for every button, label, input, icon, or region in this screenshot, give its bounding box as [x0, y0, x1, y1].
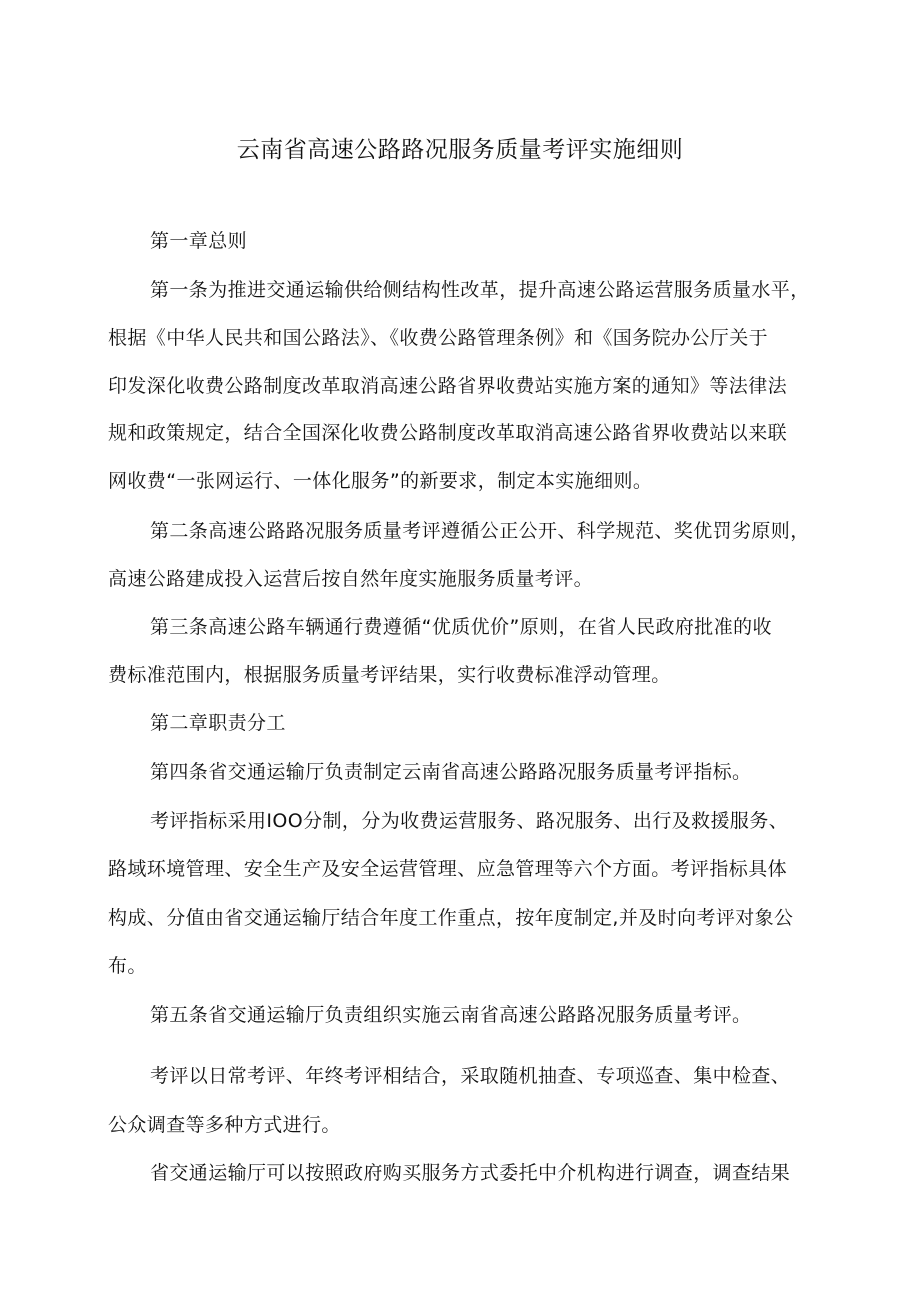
document-title: 云南省高速公路路况服务质量考评实施细则 — [236, 137, 684, 163]
paragraph-line: 考评以日常考评、年终考评相结合，采取随机抽查、专项巡查、集中检查、 — [150, 1065, 791, 1087]
paragraph-line: 构成、分值由省交通运输厅结合年度工作重点，按年度制定,并及时向考评对象公 — [108, 907, 794, 929]
chapter-heading: 第一章总则 — [150, 230, 248, 252]
paragraph-line: 费标准范围内，根据服务质量考评结果，实行收费标准浮动管理。 — [108, 664, 671, 686]
paragraph-line: 路域环境管理、安全生产及安全运营管理、应急管理等六个方面。考评指标具体 — [108, 858, 788, 880]
paragraph-line: 第五条省交通运输厅负责组织实施云南省高速公路路况服务质量考评。 — [150, 1004, 752, 1026]
paragraph-line: 布。 — [108, 955, 147, 977]
paragraph-line: 第四条省交通运输厅负责制定云南省高速公路路况服务质量考评指标。 — [150, 761, 752, 783]
paragraph-line: 第二条高速公路路况服务质量考评遵循公正公开、科学规范、奖优罚劣原则， — [150, 520, 810, 542]
paragraph-line: 网收费“一张网运行、一体化服务”的新要求，制定本实施细则。 — [108, 470, 653, 492]
paragraph-line: 考评指标采用IOO分制，分为收费运营服务、路况服务、出行及救援服务、 — [150, 810, 789, 832]
paragraph-line: 规和政策规定，结合全国深化收费公路制度改革取消高速公路省界收费站以来联 — [108, 422, 788, 444]
paragraph-line: 高速公路建成投入运营后按自然年度实施服务质量考评。 — [108, 568, 594, 590]
chapter-heading: 第二章职责分工 — [150, 712, 286, 734]
paragraph-line: 第一条为推进交通运输供给侧结构性改革，提升高速公路运营服务质量水平， — [150, 279, 810, 301]
paragraph-line: 印发深化收费公路制度改革取消高速公路省界收费站实施方案的通知》等法律法 — [108, 375, 788, 397]
paragraph-line: 公众调查等多种方式进行。 — [108, 1114, 341, 1136]
paragraph-line: 省交通运输厅可以按照政府购买服务方式委托中介机构进行调查，调查结果 — [150, 1162, 791, 1184]
paragraph-line: 根据《中华人民共和国公路法》、《收费公路管理条例》和《国务院办公厅关于 — [108, 327, 769, 349]
paragraph-line: 第三条高速公路车辆通行费遵循“优质优价”原则，在省人民政府批准的收 — [150, 616, 772, 638]
